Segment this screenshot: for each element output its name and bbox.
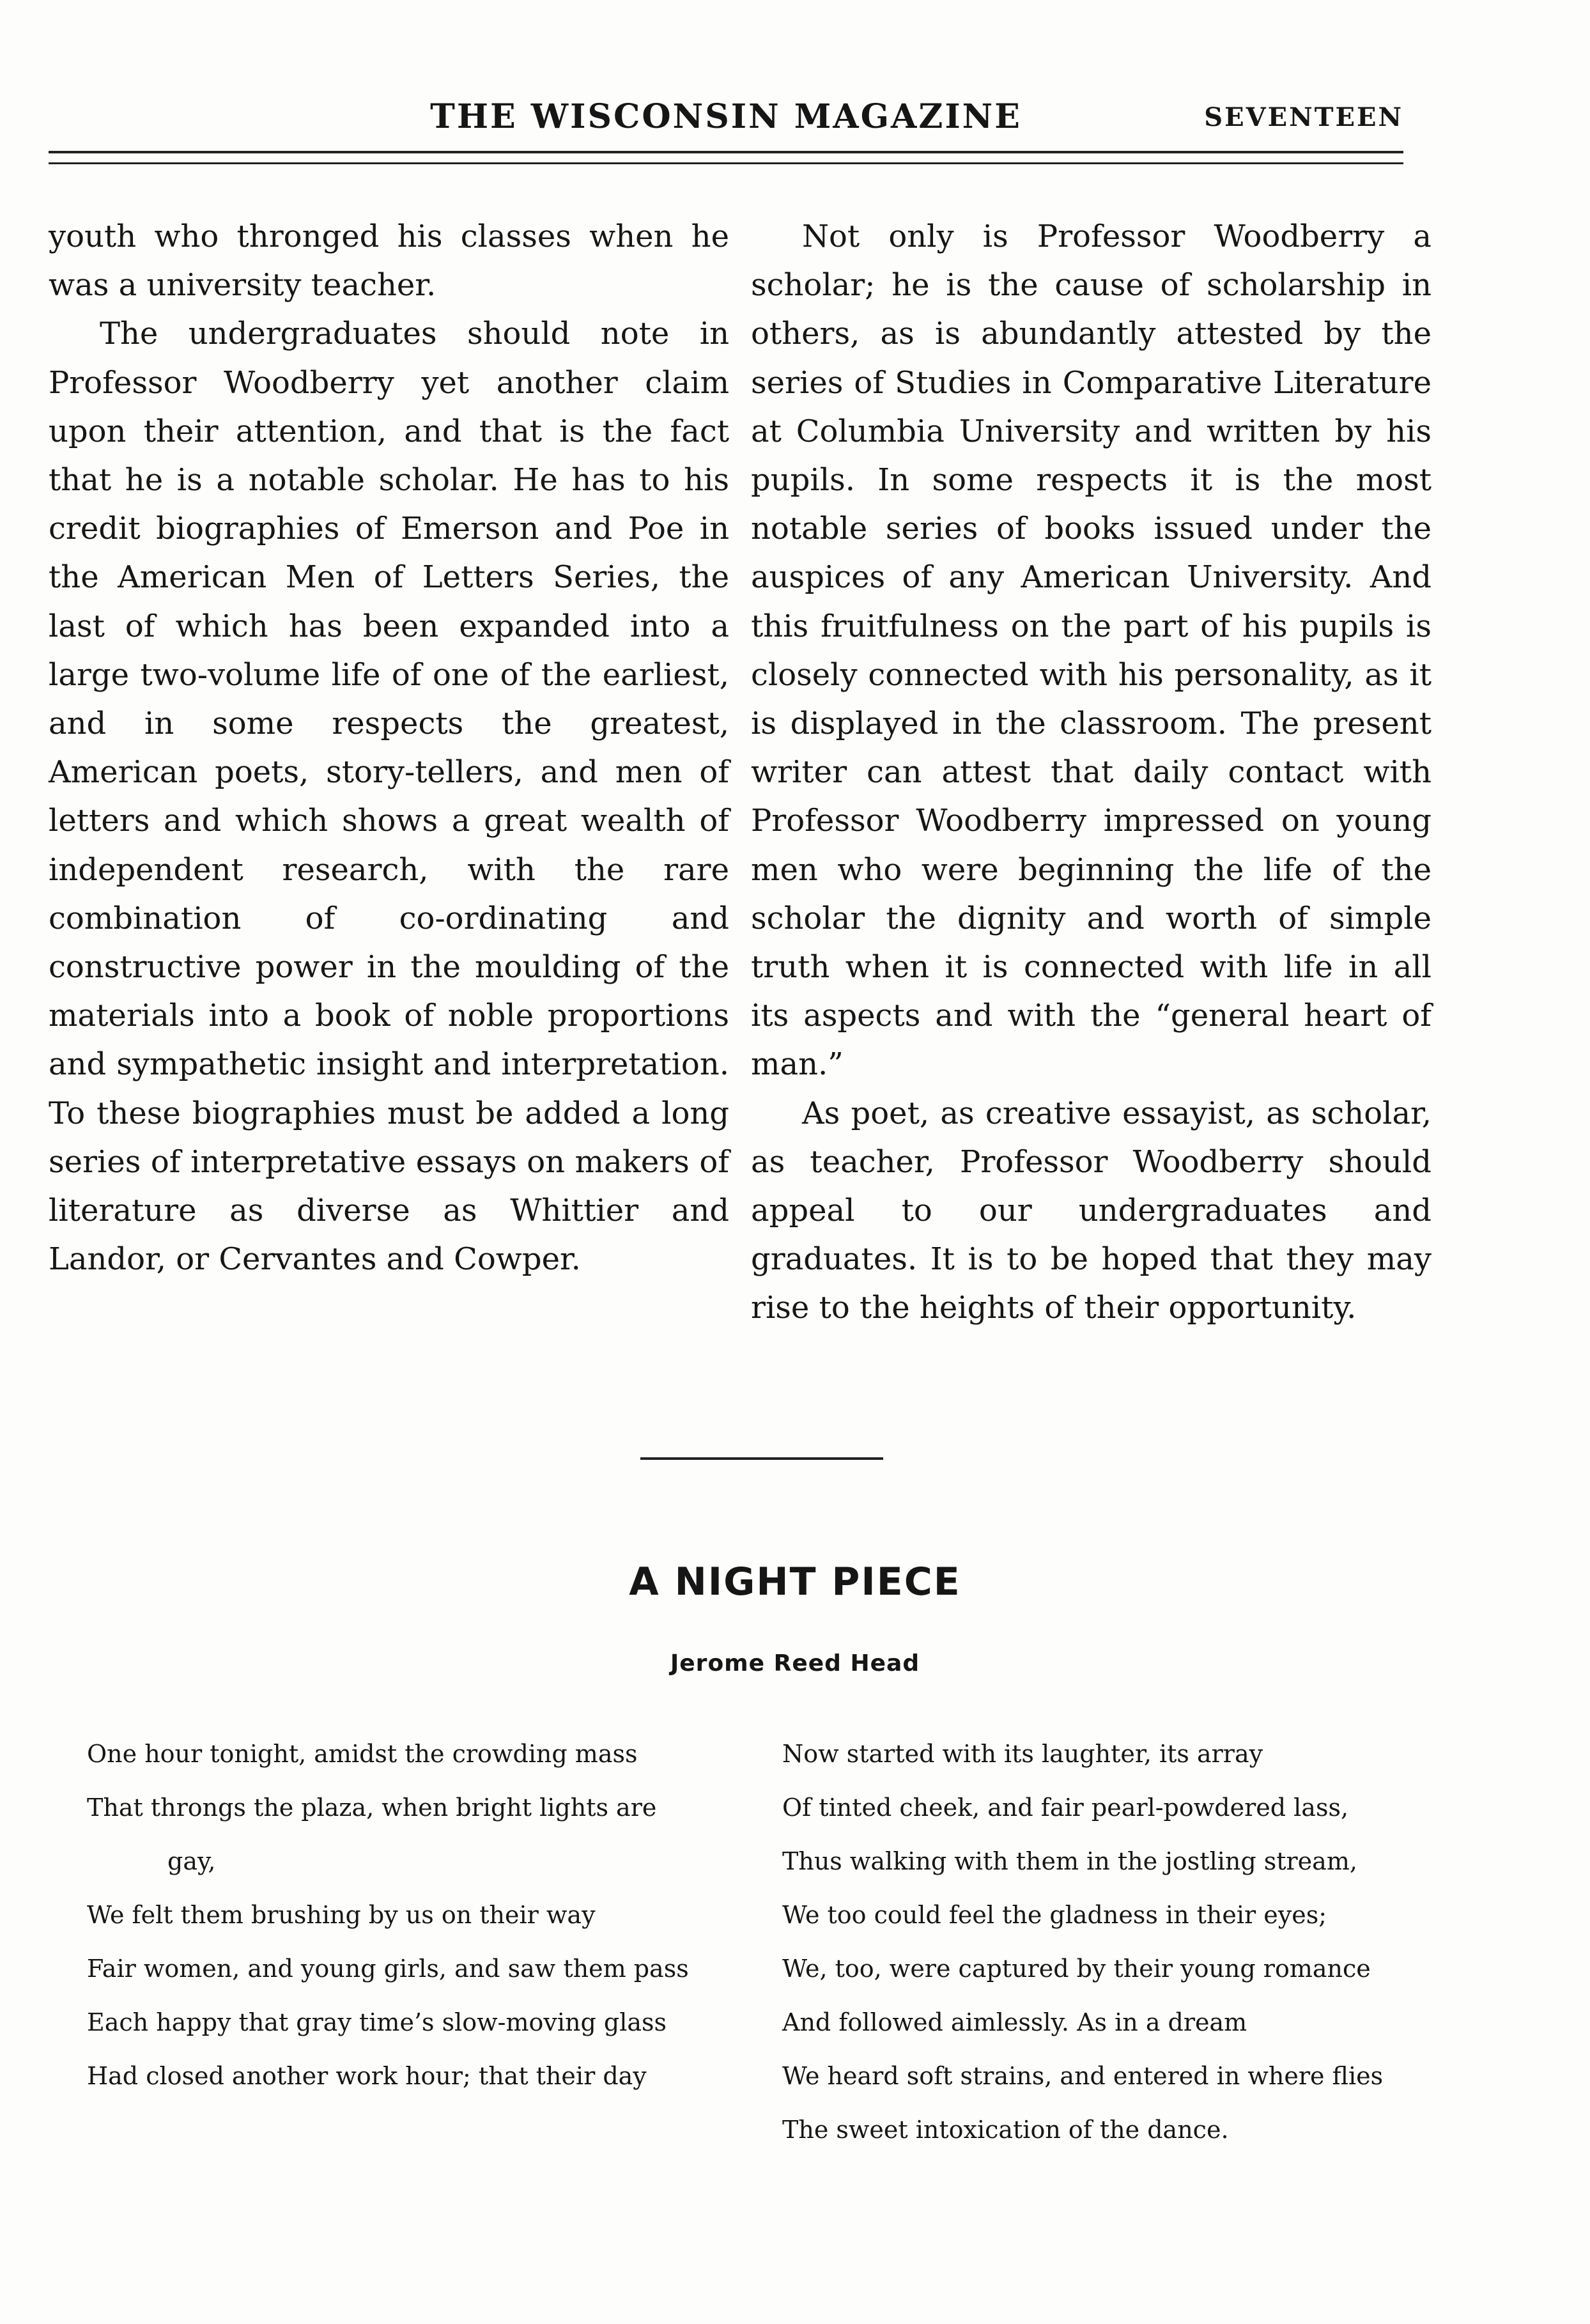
running-header: [49, 97, 1403, 138]
poem-line: That throngs the plaza, when bright lights are: [87, 1793, 657, 1822]
poem-line: We felt them brushing by us on their way: [87, 1901, 596, 1929]
poem-line: We, too, were captured by their young romance: [782, 1955, 1371, 1983]
header-double-rule: [49, 151, 1403, 164]
article-right-column: [751, 212, 1432, 1333]
article-left-column: [49, 212, 729, 1283]
paragraph: Not only is Professor Woodberry a scholar; he is the cause of scholarship in others, as is abundantly attested by the series of Studies in Comparative Literature at Columbia University and written by his pupils. In some respects it is the most notable series of books issued under the auspices of any American University. And this fruitfulness on the part of his pupils is closely connected with his personality, as it is displayed in the classroom. The present writer can attest that daily contact with Professor Woodberry impressed on young men who were beginning the life of the scholar the dignity and worth of simple truth when it is connected with life in all its aspects and with the “general heart of man.”: [751, 219, 1432, 1083]
poem-left-column: [87, 1727, 752, 2103]
poem-line: We heard soft strains, and entered in where flies: [782, 2062, 1384, 2090]
poem-author: Jerome Reed Head: [670, 1650, 920, 1677]
poem-line: And followed aimlessly. As in a dream: [782, 2008, 1247, 2036]
magazine-title: THE WISCONSIN MAGAZINE: [430, 97, 1022, 136]
poem-title: A NIGHT PIECE: [629, 1560, 961, 1604]
poem-line: Of tinted cheek, and fair pearl-powdered lass,: [782, 1793, 1349, 1822]
poem-line: Each happy that gray time’s slow-moving glass: [87, 2008, 667, 2036]
paragraph: As poet, as creative essayist, as scholar, as teacher, Professor Woodberry should appeal to our undergraduates and graduates. It is to be hoped that they may rise to the heights of their opportunity.: [751, 1095, 1432, 1326]
poem-line: Had closed another work hour; that their day: [87, 2062, 647, 2090]
page-number: SEVENTEEN: [1204, 102, 1403, 132]
poem-line: One hour tonight, amidst the crowding mass: [87, 1740, 638, 1768]
poem-line: Thus walking with them in the jostling stream,: [782, 1847, 1357, 1875]
poem-line: Now started with its laughter, its array: [782, 1740, 1263, 1768]
poem-line: We too could feel the gladness in their eyes;: [782, 1901, 1327, 1929]
paragraph: The undergraduates should note in Professor Woodberry yet another claim upon their attention, and that is the fact that he is a notable scholar. He has to his credit biographies of Emerson and Poe in the American Men of Letters Series, the last of which has been expanded into a large two-volume life of one of the earliest, and in some respects the greatest, American poets, story-tellers, and men of letters and which shows a great wealth of independent research, with the rare combination of co-ordinating and constructive power in the moulding of the materials into a book of noble proportions and sympathetic insight and interpretation. To these biographies must be added a long series of interpretative essays on makers of literature as diverse as Whittier and Landor, or Cervantes and Cowper.: [49, 316, 729, 1278]
poem-line: gay,: [167, 1847, 216, 1875]
poem-right-column: [782, 1727, 1453, 2157]
section-divider: [640, 1457, 883, 1460]
poem-line: Fair women, and young girls, and saw them pass: [87, 1955, 689, 1983]
poem-line: The sweet intoxication of the dance.: [782, 2116, 1229, 2144]
paragraph: youth who thronged his classes when he was a university teacher.: [49, 219, 729, 304]
